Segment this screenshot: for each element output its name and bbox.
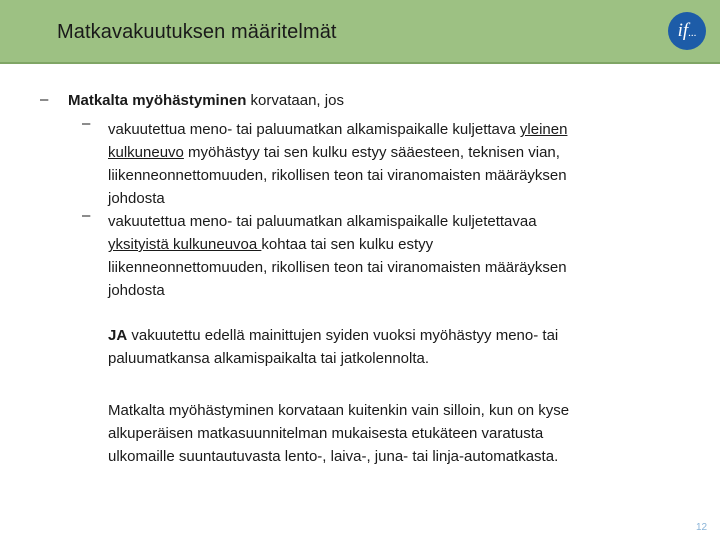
- page-number: 12: [696, 522, 708, 533]
- sub1-line-3: liikenneonnettomuuden, rikollisen teon tai viranomaisten määräyksen: [108, 167, 567, 184]
- sub2-line-1: vakuutettua meno- tai paluumatkan alkamispaikalle kuljetettavaa: [108, 213, 537, 230]
- sub1-underlined-2: kulkuneuvo: [108, 144, 184, 161]
- para2-line-2: alkuperäisen matkasuunnitelman mukaisesta etukäteen varatusta: [108, 425, 544, 442]
- sub1-text: vakuutettua meno- tai paluumatkan alkamispaikalle kuljettava: [108, 121, 520, 138]
- page-title: Matkavakuutuksen määritelmät: [57, 21, 337, 43]
- bullet-marker-sub1: –: [82, 115, 91, 132]
- bullet-main-rest: korvataan, jos: [246, 92, 344, 109]
- para2-line-1: Matkalta myöhästyminen korvataan kuitenkin vain silloin, kun on kyse: [108, 402, 570, 419]
- bullet-main: [68, 89, 344, 112]
- para1-bold: JA: [108, 327, 128, 344]
- bullet-marker-sub2: –: [82, 207, 91, 224]
- bullet-main-bold: Matkalta myöhästyminen: [68, 92, 247, 109]
- sub2-line-2: [108, 233, 433, 256]
- sub2-line-4: johdosta: [108, 282, 165, 299]
- para1-line-1: [108, 324, 558, 347]
- logo-text: if: [677, 20, 689, 41]
- logo-dots: ...: [688, 27, 697, 39]
- sub2-line-3: liikenneonnettomuuden, rikollisen teon tai viranomaisten määräyksen: [108, 259, 567, 276]
- para1-text: vakuutettu edellä mainittujen syiden vuoksi myöhästyy meno- tai: [127, 327, 559, 344]
- sub1-text-2: myöhästyy tai sen kulku estyy sääesteen, teknisen vian,: [183, 144, 560, 161]
- sub2-text-2: kohtaa tai sen kulku estyy: [261, 236, 434, 253]
- sub1-line-2: [108, 141, 560, 164]
- bullet-marker-main: –: [40, 91, 49, 108]
- sub1-underlined: yleinen: [519, 121, 568, 138]
- para1-line-2: paluumatkansa alkamispaikalta tai jatkolennolta.: [108, 350, 430, 367]
- sub1-line-4: johdosta: [108, 190, 165, 207]
- sub1-line-1: [108, 118, 567, 141]
- sub2-underlined: yksityistä kulkuneuvoa: [108, 236, 262, 253]
- para2-line-3: ulkomaille suuntautuvasta lento-, laiva-, juna- tai linja-automatkasta.: [108, 448, 559, 465]
